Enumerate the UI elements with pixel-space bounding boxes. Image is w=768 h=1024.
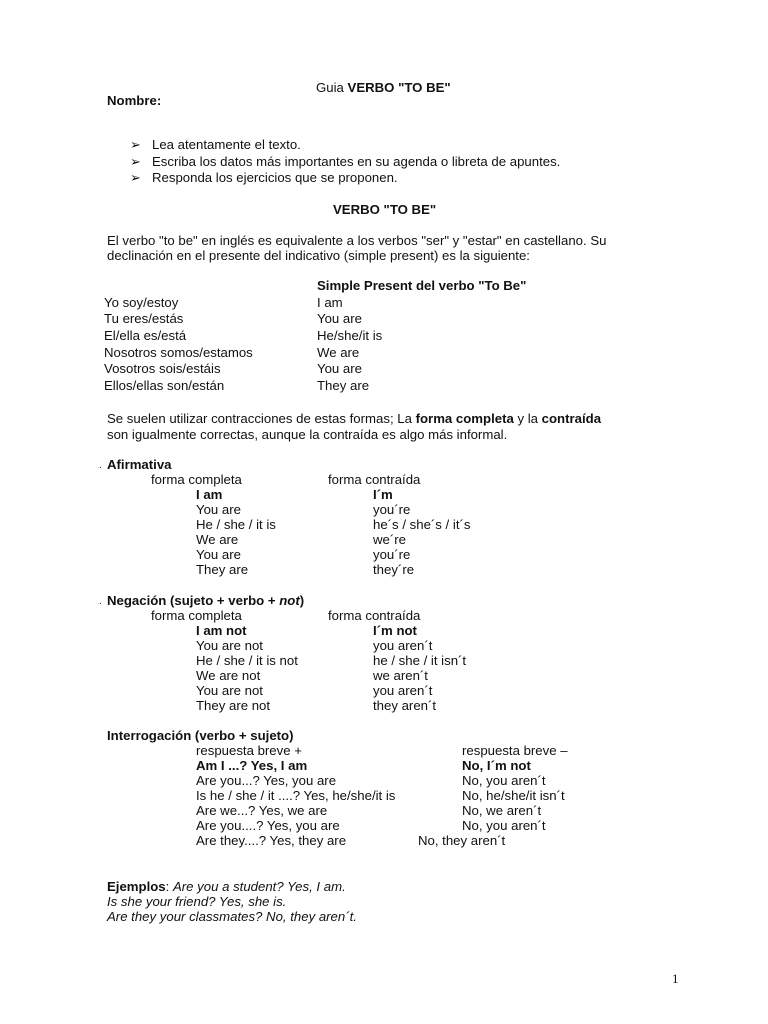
full-form: You are not bbox=[196, 638, 263, 653]
section-heading-text: VERBO "TO BE" bbox=[333, 202, 437, 217]
full-form: You are not bbox=[196, 683, 263, 698]
negative-answer: No, he/she/it isn´t bbox=[462, 788, 565, 803]
spanish-form: Vosotros sois/estáis bbox=[104, 361, 221, 376]
arrow-bullet-icon: ➢ bbox=[130, 153, 142, 169]
example-sentence: Are you a student? Yes, I am. bbox=[172, 879, 346, 894]
contractions-line-2: son igualmente correctas, aunque la contraída es algo más informal. bbox=[107, 427, 508, 442]
contracted-form: he´s / she´s / it´s bbox=[373, 517, 471, 532]
interrogacion-heading bbox=[107, 728, 294, 743]
spanish-form: Nosotros somos/estamos bbox=[104, 345, 253, 360]
spanish-form: Yo soy/estoy bbox=[104, 295, 179, 310]
english-form: I am bbox=[317, 295, 343, 310]
marker-dot: . bbox=[99, 596, 102, 607]
nombre-label-text: Nombre: bbox=[107, 93, 162, 108]
ejemplos-line-3 bbox=[107, 909, 357, 924]
contracted-form: you´re bbox=[373, 547, 411, 562]
interrogacion-heading-text: Interrogación (verbo + sujeto) bbox=[107, 728, 294, 743]
negacion-heading-text: ) bbox=[299, 593, 305, 608]
contractions-line-1 bbox=[107, 411, 601, 426]
arrow-bullet-icon: ➢ bbox=[130, 170, 142, 185]
afirmativa-col1-head: forma completa bbox=[151, 472, 242, 487]
example-sentence: Is she your friend? Yes, she is. bbox=[107, 894, 287, 909]
ejemplos-colon: : bbox=[165, 879, 173, 894]
contracted-form: they´re bbox=[373, 562, 415, 577]
full-form: I am bbox=[196, 487, 223, 502]
title-prefix: Guia bbox=[316, 80, 348, 95]
page-title bbox=[316, 80, 451, 95]
full-form: I am not bbox=[196, 623, 247, 638]
english-form: He/she/it is bbox=[317, 328, 383, 343]
negacion-heading-text: Negación (sujeto + verbo + bbox=[107, 593, 280, 608]
negative-answer: No, I´m not bbox=[462, 758, 531, 773]
positive-answer: Are they....? Yes, they are bbox=[196, 833, 347, 848]
arrow-bullet-icon: ➢ bbox=[130, 137, 142, 152]
nombre-label bbox=[107, 93, 161, 108]
negative-answer: No, they aren´t bbox=[418, 833, 506, 848]
contracted-form: they aren´t bbox=[373, 698, 437, 713]
intro-line-2: declinación en el presente del indicativo (simple present) es la siguiente: bbox=[107, 248, 530, 263]
contractions-bold: contraída bbox=[541, 411, 602, 426]
full-form: They are not bbox=[196, 698, 271, 713]
english-form: You are bbox=[317, 311, 362, 326]
intro-line-1: El verbo "to be" en inglés es equivalente a los verbos "ser" y "estar" en castellano. Su bbox=[107, 233, 607, 248]
instruction-item bbox=[130, 170, 560, 187]
positive-answer: Is he / she / it ....? Yes, he/she/it is bbox=[196, 788, 396, 803]
ejemplos-line-1 bbox=[107, 879, 346, 894]
ejemplos-line-2 bbox=[107, 894, 286, 909]
contracted-form: he / she / it isn´t bbox=[373, 653, 467, 668]
full-form: You are bbox=[196, 502, 241, 517]
example-sentence: Are they your classmates? No, they aren´t. bbox=[107, 909, 357, 924]
full-form: We are not bbox=[196, 668, 261, 683]
spanish-form: Tu eres/estás bbox=[104, 311, 184, 326]
section-heading bbox=[333, 202, 436, 217]
contracted-form: we aren´t bbox=[373, 668, 428, 683]
marker-dot: . bbox=[99, 460, 102, 471]
negative-answer: No, you aren´t bbox=[462, 818, 546, 833]
contracted-form: you´re bbox=[373, 502, 411, 517]
negacion-col2-head: forma contraída bbox=[328, 608, 421, 623]
positive-answer: Are we...? Yes, we are bbox=[196, 803, 328, 818]
instruction-item bbox=[130, 154, 560, 171]
contracted-form: we´re bbox=[373, 532, 406, 547]
english-form: You are bbox=[317, 361, 362, 376]
page-number: 1 bbox=[672, 971, 679, 986]
negacion-heading bbox=[107, 593, 304, 608]
full-form: He / she / it is not bbox=[196, 653, 298, 668]
afirmativa-col2-head: forma contraída bbox=[328, 472, 421, 487]
present-table-header bbox=[317, 278, 526, 293]
full-form: They are bbox=[196, 562, 249, 577]
negacion-heading-italic: not bbox=[279, 593, 300, 608]
ejemplos-label: Ejemplos bbox=[107, 879, 166, 894]
full-form: We are bbox=[196, 532, 239, 547]
present-table-header-text: Simple Present del verbo "To Be" bbox=[317, 278, 527, 293]
title-bold: VERBO "TO BE" bbox=[347, 80, 451, 95]
negacion-col1-head: forma completa bbox=[151, 608, 242, 623]
contractions-text: Se suelen utilizar contracciones de estas formas; La bbox=[107, 411, 416, 426]
instruction-text: Responda los ejercicios que se proponen. bbox=[152, 170, 398, 185]
contractions-bold: forma completa bbox=[415, 411, 514, 426]
english-form: They are bbox=[317, 378, 370, 393]
contracted-form: you aren´t bbox=[373, 683, 433, 698]
negative-answer: No, we aren´t bbox=[462, 803, 542, 818]
interrogacion-col1-head: respuesta breve + bbox=[196, 743, 302, 758]
positive-answer: Are you....? Yes, you are bbox=[196, 818, 340, 833]
contracted-form: I´m bbox=[373, 487, 393, 502]
positive-answer: Am I ...? Yes, I am bbox=[196, 758, 308, 773]
contracted-form: I´m not bbox=[373, 623, 417, 638]
contracted-form: you aren´t bbox=[373, 638, 433, 653]
instruction-text: Lea atentamente el texto. bbox=[152, 137, 301, 152]
english-form: We are bbox=[317, 345, 360, 360]
afirmativa-heading-text: Afirmativa bbox=[107, 457, 172, 472]
spanish-form: El/ella es/está bbox=[104, 328, 187, 343]
instruction-text: Escriba los datos más importantes en su agenda o libreta de apuntes. bbox=[152, 153, 561, 169]
interrogacion-col2-head: respuesta breve – bbox=[462, 743, 568, 758]
negative-answer: No, you aren´t bbox=[462, 773, 546, 788]
full-form: He / she / it is bbox=[196, 517, 276, 532]
afirmativa-heading bbox=[107, 457, 172, 472]
positive-answer: Are you...? Yes, you are bbox=[196, 773, 337, 788]
spanish-form: Ellos/ellas son/están bbox=[104, 378, 225, 393]
contractions-text: y la bbox=[513, 411, 542, 426]
full-form: You are bbox=[196, 547, 241, 562]
instruction-list bbox=[130, 137, 560, 187]
instruction-item bbox=[130, 137, 560, 154]
